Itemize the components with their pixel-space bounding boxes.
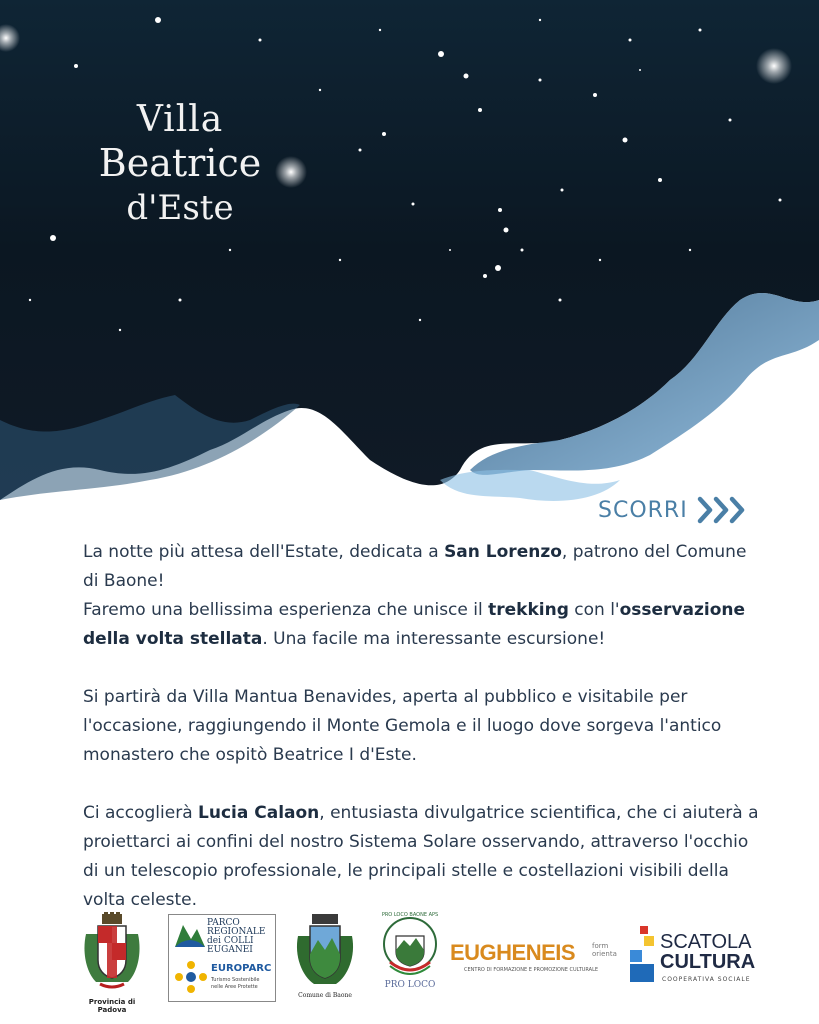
parco-line-3: dei COLLI bbox=[207, 936, 254, 946]
eugheneis-logo bbox=[450, 940, 620, 980]
text-span: , patrono del Comune di Baone! bbox=[83, 542, 747, 591]
parco-colli-euganei-logo bbox=[168, 914, 276, 1002]
parco-line-2: REGIONALE bbox=[207, 927, 266, 937]
text-span: . Una facile ma interessante escursione! bbox=[262, 629, 606, 649]
pro-loco-logo bbox=[376, 912, 444, 996]
eugheneis-side-1: form bbox=[592, 942, 609, 950]
title-line-1: Villa bbox=[136, 99, 224, 140]
baone-crest-icon bbox=[294, 914, 356, 988]
europarc-sub-1: Turismo Sostenibile bbox=[211, 977, 260, 983]
villa-beatrice-logo-title bbox=[80, 100, 280, 230]
scatola-blocks-icon bbox=[630, 926, 656, 982]
text-span: con l' bbox=[568, 600, 620, 620]
eugheneis-name: EUGHENEIS bbox=[450, 940, 576, 965]
highlight-san-lorenzo: San Lorenzo bbox=[444, 542, 562, 562]
text-span: , entusiasta divulgatrice scientifica, che ci aiuterà a proiettarci ai confini del nostro Sistema Solare osservando, attraverso l'occhio di un telescopio professionale, le principali stelle e costellazioni visibili della volta celeste. bbox=[83, 803, 759, 910]
triple-chevron-right-icon bbox=[696, 494, 750, 526]
parco-line-1: PARCO bbox=[207, 918, 240, 928]
europarc-label: EUROPARC bbox=[211, 963, 272, 974]
provincia-padova-logo bbox=[80, 912, 144, 1014]
scatola-line-2: CULTURA bbox=[660, 951, 756, 973]
comune-baone-logo bbox=[294, 914, 356, 999]
paragraph-guest bbox=[83, 799, 763, 915]
europarc-sub-2: nelle Aree Protette bbox=[211, 984, 258, 990]
pro-loco-bottom-text: PRO LOCO bbox=[384, 980, 436, 990]
title-line-2: Beatrice bbox=[98, 141, 262, 185]
pro-loco-top-text: PRO LOCO BAONE APS bbox=[381, 912, 439, 918]
pro-loco-emblem-icon bbox=[376, 912, 444, 982]
paragraph-route: Si partirà da Villa Mantua Benavides, aperta al pubblico e visitabile per l'occasione, raggiungendo il Monte Gemola e il luogo dove sorgeva l'antico monastero che ospitò Beatrice I d'Este. bbox=[83, 687, 722, 765]
text-span: Faremo una bellissima esperienza che unisce il bbox=[83, 600, 489, 620]
scatola-cultura-logo bbox=[630, 926, 760, 996]
eugheneis-sub: CENTRO DI FORMAZIONE E PROMOZIONE CULTURALE bbox=[464, 967, 599, 973]
parco-line-4: EUGANEI bbox=[207, 945, 253, 955]
highlight-trekking: trekking bbox=[488, 600, 569, 620]
europarc-star-icon bbox=[173, 959, 209, 995]
highlight-observation: osservazione della volta stellata bbox=[83, 600, 746, 649]
scroll-label: SCORRI bbox=[598, 497, 688, 523]
text-span: Ci accoglierà bbox=[83, 803, 199, 823]
highlight-lucia-calaon: Lucia Calaon bbox=[198, 803, 320, 823]
baone-caption: Comune di Baone bbox=[298, 992, 352, 999]
scroll-button[interactable] bbox=[598, 494, 750, 526]
scatola-line-1: SCATOLA bbox=[660, 931, 752, 953]
parco-hills-icon bbox=[175, 919, 205, 947]
eugheneis-side-2: orienta bbox=[592, 950, 617, 958]
title-line-3: d'Este bbox=[126, 188, 234, 228]
padova-crest-icon bbox=[80, 912, 144, 994]
padova-caption: Provincia di Padova bbox=[88, 998, 136, 1014]
sponsor-logos bbox=[80, 912, 760, 1012]
paragraph-intro bbox=[83, 538, 763, 654]
text-span: La notte più attesa dell'Estate, dedicata a bbox=[83, 542, 445, 562]
event-description bbox=[83, 538, 763, 944]
scatola-sub: COOPERATIVA SOCIALE bbox=[662, 976, 751, 983]
